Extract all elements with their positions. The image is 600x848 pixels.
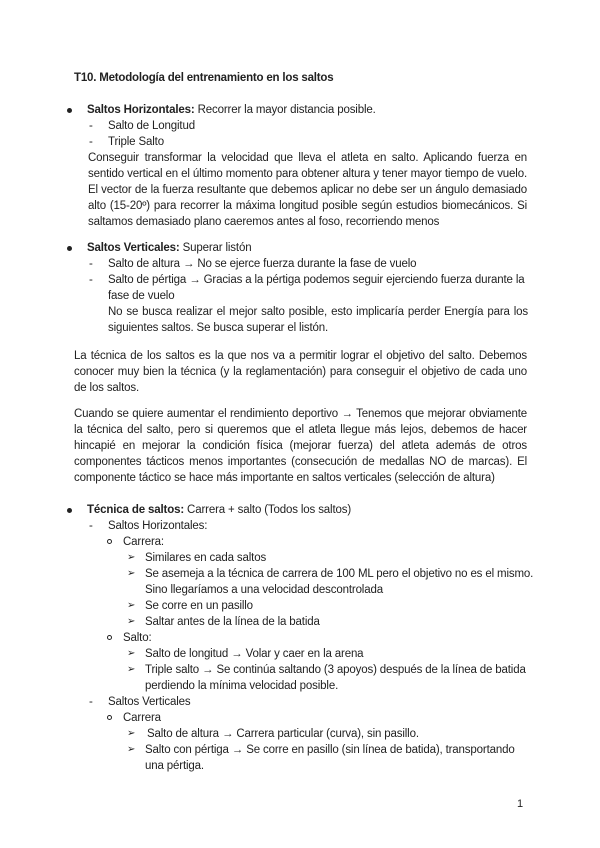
list-item: Salto de altura → Carrera particular (curva), sin pasillo. <box>147 728 419 740</box>
page-title: T10. Metodología del entrenamiento en los saltos <box>74 72 334 84</box>
list-item-continuation: Sino llegaríamos a una velocidad descontrolada <box>145 584 383 596</box>
circle-marker <box>107 539 112 544</box>
list-item: Saltar antes de la línea de la batida <box>145 616 320 628</box>
dash-marker: - <box>89 120 93 132</box>
section-label: Saltos Horizontales: <box>87 104 195 116</box>
circle-marker <box>107 715 112 720</box>
dash-marker: - <box>89 274 93 286</box>
bullet-dot <box>67 108 72 113</box>
bullet-dot <box>67 246 72 251</box>
list-item: Similares en cada saltos <box>145 552 267 564</box>
list-item: Carrera <box>123 712 161 724</box>
arrow-marker-icon: ➢ <box>127 552 136 563</box>
list-item: Saltos Horizontales: <box>108 520 208 532</box>
section-label: Saltos Verticales: <box>87 242 180 254</box>
list-item: Salto: <box>123 632 152 644</box>
list-item-continuation: una pértiga. <box>145 760 204 772</box>
section-tecnica-heading <box>87 502 351 518</box>
dash-marker: - <box>89 520 93 532</box>
arrow-marker-icon: ➢ <box>127 648 136 659</box>
paragraph-tecnica-intro: La técnica de los saltos es la que nos va a permitir lograr el objetivo del salto. Debemos conocer muy bien la técnica (y la reglamentación) para conseguir el objetivo de cada uno de los saltos. <box>74 350 527 394</box>
arrow-marker-icon: ➢ <box>127 616 136 627</box>
section-text: Superar listón <box>179 242 252 254</box>
list-item: Carrera: <box>123 536 164 548</box>
page-number: 1 <box>517 798 524 810</box>
section-label: Técnica de saltos: <box>87 504 185 516</box>
arrow-marker-icon: ➢ <box>127 728 136 739</box>
dash-marker: - <box>89 696 93 708</box>
list-item-continuation: fase de vuelo <box>108 290 175 302</box>
section-horizontales-heading <box>87 102 376 118</box>
dash-marker: - <box>89 136 93 148</box>
list-item: Triple Salto <box>108 136 164 148</box>
list-item: Salto de pértiga → Gracias a la pértiga podemos seguir ejerciendo fuerza durante la <box>108 274 525 286</box>
bullet-dot <box>67 508 72 513</box>
paragraph-rendimiento: Cuando se quiere aumentar el rendimiento deportivo → Tenemos que mejorar obviamente la técnica del salto, pero si queremos que el atleta llegue más lejos, debemos de hacer hincapié en mejorar la condición física (mejorar fuerza) del atleta además de otros componentes tácticos menos importantes (consecución de medallas NO de marcas). El componente táctico se hace más importante en saltos verticales (selección de altura) <box>74 408 527 484</box>
list-item: Salto de altura → No se ejerce fuerza durante la fase de vuelo <box>108 258 417 270</box>
arrow-marker-icon: ➢ <box>127 568 136 579</box>
arrow-marker-icon: ➢ <box>127 664 136 675</box>
list-item: Se corre en un pasillo <box>145 600 253 612</box>
arrow-marker-icon: ➢ <box>127 744 136 755</box>
list-item: Se asemeja a la técnica de carrera de 100 ML pero el objetivo no es el mismo. <box>145 568 534 580</box>
list-item: Triple salto → Se continúa saltando (3 apoyos) después de la línea de batida <box>145 664 526 676</box>
section-text: Carrera + salto (Todos los saltos) <box>184 504 352 516</box>
list-item: Salto de longitud → Volar y caer en la arena <box>145 648 364 660</box>
circle-marker <box>107 635 112 640</box>
arrow-marker-icon: ➢ <box>127 600 136 611</box>
section-verticales-heading <box>87 240 251 256</box>
list-item: Salto con pértiga → Se corre en pasillo (sin línea de batida), transportando <box>145 744 515 756</box>
dash-marker: - <box>89 258 93 270</box>
section-text: Recorrer la mayor distancia posible. <box>194 104 376 116</box>
list-item-continuation: perdiendo la mínima velocidad posible. <box>145 680 339 692</box>
list-item: Saltos Verticales <box>108 696 191 708</box>
paragraph-verticales: No se busca realizar el mejor salto posible, esto implicaría perder Energía para los siguientes saltos. Se busca superar el listón. <box>108 306 528 334</box>
paragraph-horizontales: Conseguir transformar la velocidad que lleva el atleta en salto. Aplicando fuerza en sentido vertical en el último momento para obtener altura y tener mayor tiempo de vuelo. El vector de la fuerza resultante que debemos aplicar no debe ser un ángulo demasiado alto (15-20º) para recorrer la máxima longitud posible según estudios biomecánicos. Si saltamos demasiado plano caeremos antes al foso, recorriendo menos <box>88 152 527 228</box>
list-item: Salto de Longitud <box>108 120 195 132</box>
